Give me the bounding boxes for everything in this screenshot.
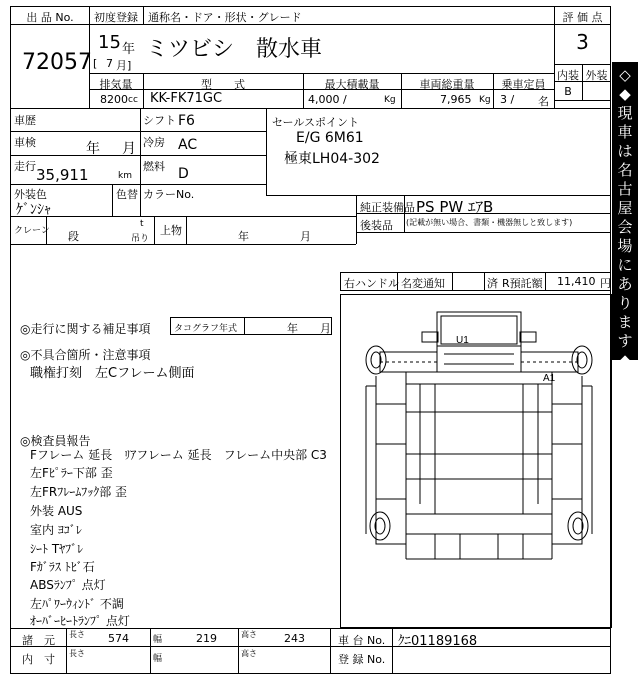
inspector-item: 左FRﾌﾚｰﾑﾌｯｸ部 歪 [30,485,128,499]
first-reg-label: 初度登録 [94,11,138,24]
shift-label: シフト [143,114,176,127]
banner-char: り [617,294,633,312]
banner-char: 車 [617,123,633,141]
banner-char: 会 [617,218,633,236]
recycle-deposit-label: R預託額 [502,277,543,290]
equipment-label: 純正装備品 [360,201,415,214]
displacement-unit: cc [128,95,138,105]
banner-char: は [617,142,633,160]
reg-no-label: 登 録 No. [338,653,386,666]
width-label: 幅 [153,635,163,645]
inspector-item: ABSﾗﾝﾌﾟ 点灯 [30,578,106,592]
divider [10,646,611,647]
aftermarket-label: 後装品 [360,219,393,232]
exterior-label: 外装 [585,69,608,82]
lot-number: 72057 [22,50,92,75]
max-load-unit: Kg [384,95,396,105]
lift-month-unit: 月 [300,230,311,243]
inspector-item: 外装 AUS [30,504,83,518]
history-label: 車歴 [14,114,36,127]
divider [150,628,151,674]
sales-point-2: 極東LH04-302 [284,151,380,167]
tacho-year-unit: 年 [287,322,298,335]
model-label: 通称名・ドア・形状・グレード [148,11,302,24]
banner-char: に [617,256,633,274]
length-label: 長さ [69,649,85,658]
model-code-label: 型 式 [201,78,245,91]
sales-point-1: E/G 6M61 [296,130,364,146]
divider [140,108,141,184]
divider [10,244,356,245]
divider [10,155,266,156]
divider [10,184,266,185]
banner-char: ◇ [619,66,631,84]
mark-a1: A1 [543,373,556,384]
aftermarket-note: (記載が無い場合、書類・機器無しと致します) [406,218,573,227]
truck-diagram [340,294,612,628]
color-label: 外装色 [14,188,47,201]
inspection-year-unit: 年 [86,141,100,157]
divider [143,6,144,24]
inspector-item: Fフレーム 延長 ﾘｱフレーム 延長 フレーム中央部 C3 [30,448,327,462]
divider [66,628,67,674]
banner-char: ◆ [619,351,631,369]
capacity-label: 乗車定員 [501,78,546,91]
sales-point-label: セールスポイント [272,116,360,129]
banner-char: 屋 [617,199,633,217]
divider [186,216,187,244]
interior-label: 内装 [557,69,579,82]
mileage-label: 走行 [14,160,36,173]
color-no-label: カラーNo. [143,188,195,201]
max-load-label: 最大積載量 [324,78,380,91]
color-value: ｹﾞﾝｼｬ [16,202,51,218]
width-value: 219 [196,632,217,645]
crane-label: クレーン [14,226,50,236]
grade-score: 3 [576,30,589,54]
banner-char: あ [617,275,633,293]
inspector-item: ｵｰﾊﾞｰﾋｰﾄﾗﾝﾌﾟ 点灯 [30,614,130,628]
lift-label: 上物 [160,224,182,237]
banner-char: 古 [617,180,633,198]
defects-heading: ◎不具合箇所・注意事項 [20,348,151,362]
inspector-item: 室内 ﾖｺﾞﾚ [30,523,82,537]
inspection-label: 車検 [14,136,36,149]
interior-dims-label: 内 寸 [22,653,55,666]
divider [10,628,611,629]
capacity-unit: 名 [538,95,549,108]
recycle-done-label: 済 [487,277,498,290]
reg-year: 15 [98,32,121,53]
recycle-deposit-value: 11,410 [557,275,596,288]
color-change-label: 色替 [116,188,138,201]
crane-hang-unit: 吊り [131,234,150,244]
width-label: 幅 [153,654,163,664]
reg-month: 7 [106,57,113,70]
aircon-label: 冷房 [143,136,165,149]
chassis-label: 車 台 No. [338,634,386,647]
banner-char: す [617,332,633,350]
inspector-item: Fｶﾞﾗｽ ﾄﾋﾞ石 [30,560,95,574]
divider [112,184,113,216]
interior-grade: B [564,85,572,98]
divider [10,131,266,132]
equipment-value: PS PW ｴｱB [416,198,494,216]
reg-month-unit: 月] [116,59,132,72]
divider [330,628,331,674]
divider [484,272,485,291]
height-label: 高さ [241,649,257,658]
max-load-value: 4,000 / [308,93,347,106]
tacho-month-unit: 月 [320,322,331,335]
divider [238,628,239,674]
banner-char: 名 [617,161,633,179]
banner-char: ◇ [619,370,631,388]
gross-weight-label: 車両総重量 [419,78,475,91]
divider [545,272,546,291]
location-banner [612,62,638,388]
car-name: ミツビシ 散水車 [146,37,323,62]
defects-item: 職権打刻 左Cフレーム側面 [30,366,195,381]
inspection-month-unit: 月 [122,141,136,157]
name-change-label: 名変通知 [401,277,445,290]
divider [452,272,453,291]
divider [392,628,393,674]
divider [356,196,357,244]
crane-stage-unit: 段 [68,230,79,243]
inspector-heading: ◎検査員報告 [20,434,91,448]
fuel-value: D [178,166,189,182]
height-value: 243 [284,632,305,645]
reg-year-unit: 年 [122,42,136,57]
divider [154,216,155,244]
lot-label: 出 品 No. [26,11,74,24]
tacho-label: タコグラフ年式 [174,324,238,334]
height-label: 高さ [241,630,257,639]
banner-char: ◆ [619,85,631,103]
length-label: 長さ [69,630,85,639]
dims-label: 諸 元 [22,634,55,647]
lift-year-unit: 年 [238,230,249,243]
length-value: 574 [108,632,129,645]
gross-weight-value: 7,965 [440,93,472,106]
mark-u1: U1 [456,335,469,346]
banner-char: ま [617,313,633,331]
divider [356,232,611,233]
banner-char: 現 [617,104,633,122]
mileage-unit: km [118,171,132,181]
recycle-unit: 円 [600,277,611,290]
crane-t-unit: t [140,219,144,229]
reg-month-open: [ [93,57,98,70]
inspector-item: ｼｰﾄ Tﾔﾌﾞﾚ [30,542,84,556]
divider [554,100,611,101]
inspector-item: 左Fﾋﾟﾗｰ下部 歪 [30,466,113,480]
right-hand-label: 右ハンドル [344,277,399,290]
gross-weight-unit: Kg [479,95,491,105]
grade-label: 評 価 点 [562,11,603,24]
divider [10,108,611,109]
divider [140,184,141,216]
shift-value: F6 [178,113,195,129]
fuel-label: 燃料 [143,160,165,173]
divider [10,216,356,217]
divider [244,317,245,335]
divider [89,73,554,74]
inspector-item: 左ﾊﾟﾜｰｳｨﾝﾄﾞ 不調 [30,597,124,611]
model-code: KK-FK71GC [150,91,223,106]
mileage-value: 35,911 [36,166,89,184]
banner-char: 場 [617,237,633,255]
displacement-label: 排気量 [99,78,133,91]
displacement-value: 8200 [100,93,128,106]
capacity-value: 3 / [500,93,515,106]
driving-heading: ◎走行に関する補足事項 [20,322,151,336]
chassis-value: ｸﾆ01189168 [398,634,478,649]
aircon-value: AC [178,137,198,153]
